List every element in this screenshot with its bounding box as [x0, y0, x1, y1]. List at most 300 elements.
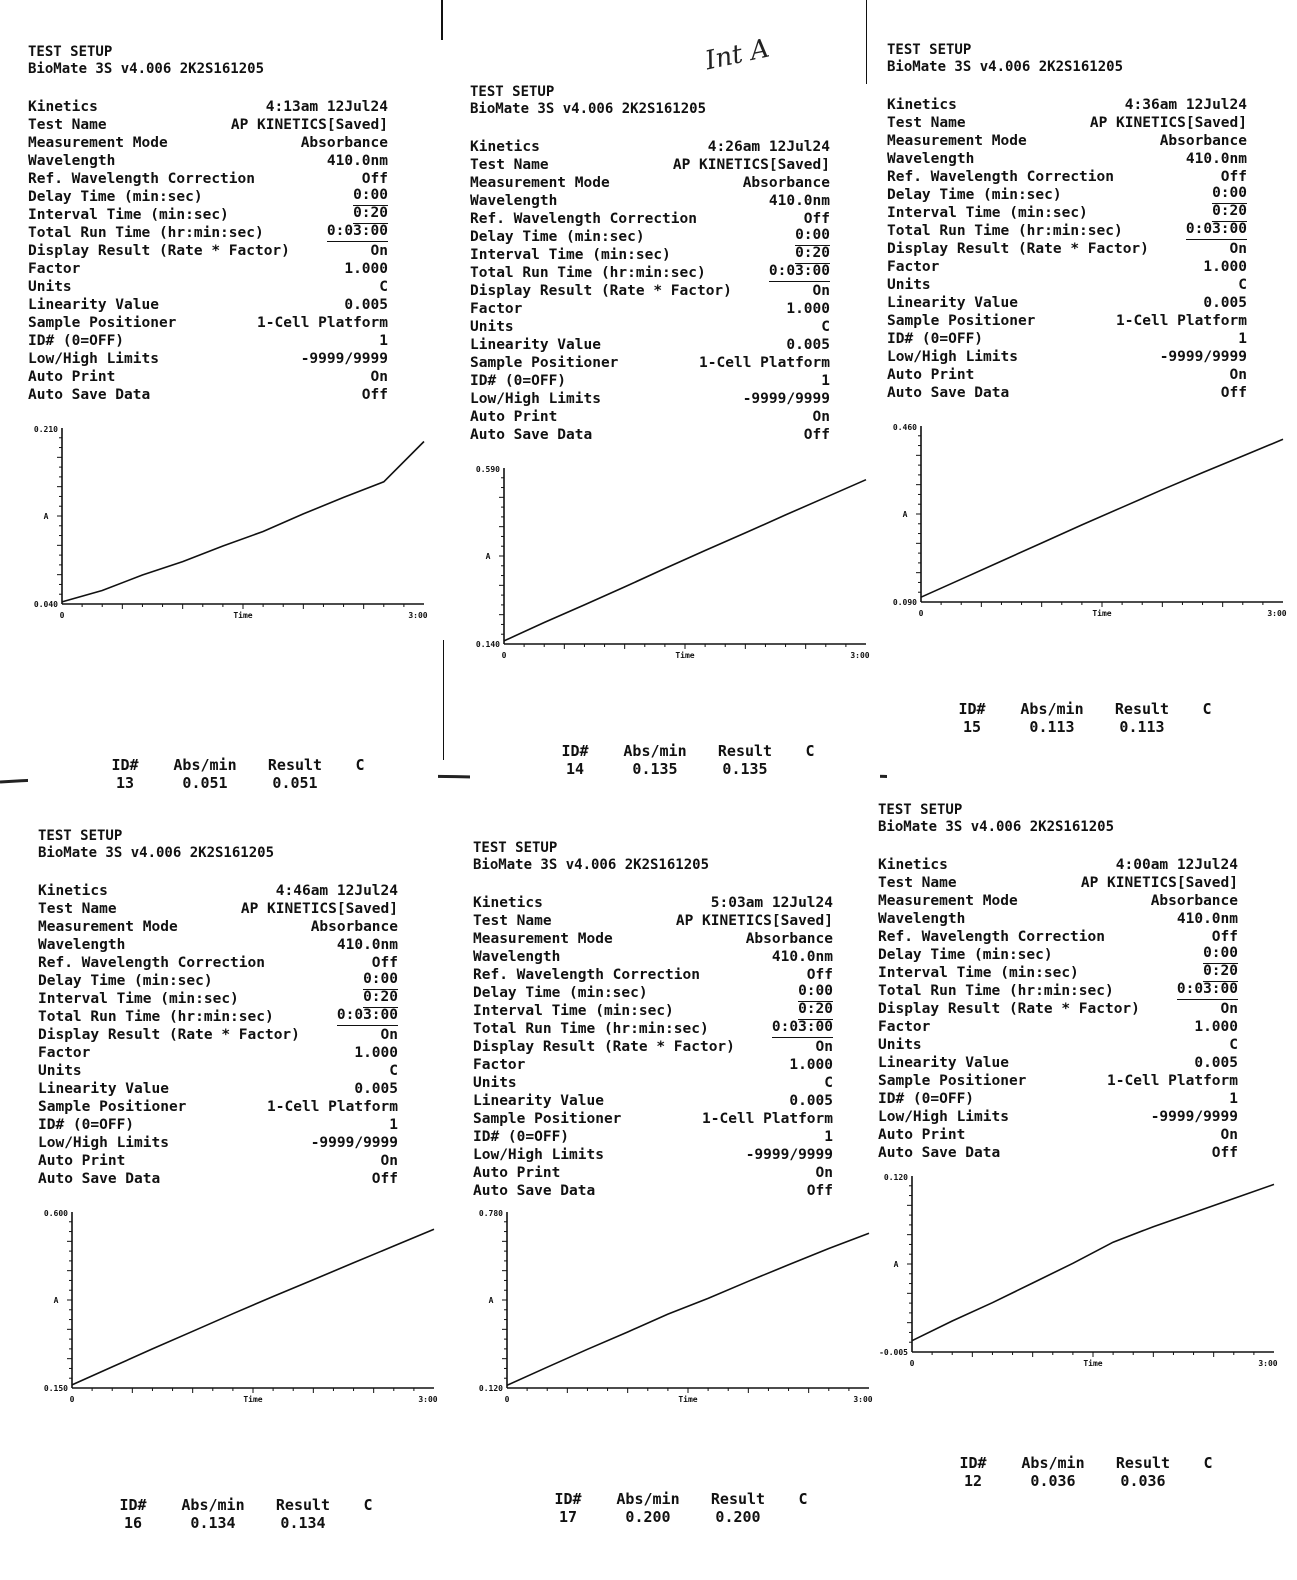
parameter-value: 1-Cell Platform	[1116, 313, 1247, 329]
parameter-label: Wavelength	[887, 151, 975, 167]
parameter-label: Test Name	[887, 115, 966, 131]
parameter-label: Measurement Mode	[38, 919, 178, 935]
parameter-value: Off	[803, 211, 830, 227]
x-tick-label-end: 3:00	[408, 611, 428, 620]
parameter-value: AP KINETICS[Saved]	[1089, 115, 1247, 131]
y-axis-label: A	[893, 1260, 899, 1269]
result-value-abs-per-min: 0.113	[1029, 718, 1075, 736]
y-tick-label-max: 0.460	[892, 423, 917, 432]
parameter-label: Display Result (Rate * Factor)	[473, 1039, 735, 1055]
parameter-value: 4:00am 12Jul24	[1115, 857, 1238, 873]
parameter-value: 0:00	[1203, 946, 1238, 964]
parameter-value: 0:20	[1203, 964, 1238, 982]
parameter-label: Interval Time (min:sec)	[887, 205, 1088, 221]
parameter-label: ID# (0=OFF)	[878, 1091, 975, 1107]
parameter-value: Absorbance	[1150, 893, 1238, 909]
y-axis-label: A	[488, 1296, 494, 1305]
parameter-row	[887, 132, 1247, 150]
parameter-value: -9999/9999	[1150, 1109, 1238, 1125]
parameter-label: Linearity Value	[878, 1055, 1009, 1071]
parameter-row	[38, 1152, 398, 1170]
parameter-list	[887, 96, 1247, 402]
parameter-row	[878, 946, 1238, 964]
parameter-label: Display Result (Rate * Factor)	[28, 243, 290, 259]
parameter-value: 4:46am 12Jul24	[275, 883, 398, 899]
parameter-value: 410.0nm	[336, 937, 398, 953]
result-value-units	[1187, 718, 1227, 736]
parameter-label: Measurement Mode	[878, 893, 1018, 909]
parameter-value: AP KINETICS[Saved]	[672, 157, 830, 173]
parameter-label: Ref. Wavelength Correction	[878, 929, 1105, 945]
parameter-label: Wavelength	[28, 153, 116, 169]
parameter-value: On	[380, 1027, 398, 1043]
parameter-value: 410.0nm	[326, 153, 388, 169]
parameter-label: Auto Print	[28, 369, 116, 385]
printout-12	[878, 802, 1288, 1542]
result-block	[98, 1496, 388, 1532]
result-value-id: 17	[558, 1508, 578, 1526]
parameter-row	[38, 1098, 398, 1116]
parameter-value: 1	[821, 373, 830, 389]
parameter-label: Test Name	[470, 157, 549, 173]
parameter-label: ID# (0=OFF)	[887, 331, 984, 347]
parameter-label: Linearity Value	[470, 337, 601, 353]
parameter-value: -9999/9999	[310, 1135, 398, 1151]
result-value-id: 13	[115, 774, 135, 792]
parameter-label: Low/High Limits	[470, 391, 601, 407]
result-value-result: 0.036	[1120, 1472, 1166, 1490]
parameter-row	[28, 116, 388, 134]
paper-edge-line	[443, 640, 444, 760]
x-tick-label-start: 0	[909, 1359, 915, 1368]
parameter-row	[473, 1038, 833, 1056]
parameter-row	[470, 426, 830, 444]
parameter-value: 410.0nm	[771, 949, 833, 965]
instrument-version: BioMate 3S v4.006 2K2S161205	[473, 857, 710, 873]
parameter-row	[38, 1134, 398, 1152]
parameter-row	[878, 856, 1238, 874]
parameter-row	[470, 192, 830, 210]
parameter-label: Test Name	[28, 117, 107, 133]
parameter-label: Linearity Value	[473, 1093, 604, 1109]
result-header-units: C	[805, 742, 815, 760]
y-axis-label: A	[53, 1296, 59, 1305]
parameter-row	[887, 96, 1247, 114]
parameter-label: Measurement Mode	[887, 133, 1027, 149]
test-setup-title: TEST SETUP	[470, 84, 555, 100]
parameter-value: 1.000	[344, 261, 388, 277]
y-tick-label-min: 0.120	[478, 1384, 503, 1393]
parameter-value: 1-Cell Platform	[1107, 1073, 1238, 1089]
parameter-label: Auto Print	[470, 409, 558, 425]
parameter-value: Absorbance	[300, 135, 388, 151]
parameter-label: Auto Save Data	[28, 387, 151, 403]
result-value-abs-per-min: 0.036	[1030, 1472, 1076, 1490]
parameter-row	[887, 366, 1247, 384]
parameter-label: Sample Positioner	[470, 355, 619, 371]
y-tick-label-max: 0.120	[883, 1173, 908, 1182]
parameter-row	[470, 264, 830, 282]
parameter-row	[887, 150, 1247, 168]
parameter-value: 0.005	[789, 1093, 833, 1109]
parameter-label: Delay Time (min:sec)	[28, 189, 203, 205]
parameter-row	[887, 384, 1247, 402]
parameter-row	[878, 928, 1238, 946]
parameter-label: Ref. Wavelength Correction	[38, 955, 265, 971]
parameter-row	[28, 188, 388, 206]
parameter-row	[878, 982, 1238, 1000]
parameter-value: On	[812, 409, 830, 425]
parameter-value: On	[370, 243, 388, 259]
printout-header	[28, 44, 264, 78]
parameter-row	[470, 408, 830, 426]
result-value-abs-per-min: 0.051	[182, 774, 228, 792]
parameter-label: Low/High Limits	[878, 1109, 1009, 1125]
parameter-value: 0:00	[1212, 186, 1247, 204]
parameter-row	[473, 912, 833, 930]
parameter-label: Auto Print	[887, 367, 975, 383]
result-value-row	[540, 760, 830, 778]
result-header-result: Result	[717, 742, 773, 760]
parameter-row	[473, 1128, 833, 1146]
result-value-abs-per-min: 0.200	[625, 1508, 671, 1526]
parameter-value: Off	[803, 427, 830, 443]
parameter-row	[878, 964, 1238, 982]
parameter-label: Auto Print	[473, 1165, 561, 1181]
printout-header	[470, 84, 706, 118]
x-axis-label: Time	[243, 1395, 263, 1404]
parameter-value: -9999/9999	[300, 351, 388, 367]
parameter-list	[38, 882, 398, 1188]
parameter-row	[38, 918, 398, 936]
parameter-row	[28, 98, 388, 116]
parameter-label: Measurement Mode	[28, 135, 168, 151]
result-block	[540, 742, 830, 778]
parameter-label: Display Result (Rate * Factor)	[38, 1027, 300, 1043]
result-value-result: 0.134	[280, 1514, 326, 1532]
result-header-units: C	[1202, 700, 1212, 718]
parameter-row	[470, 246, 830, 264]
printout-14	[470, 84, 880, 824]
result-header-abs-per-min: Abs/min	[173, 756, 237, 774]
parameter-value: 0:00	[363, 972, 398, 990]
result-header-id: ID#	[554, 1490, 582, 1508]
result-value-id: 14	[565, 760, 585, 778]
parameter-label: Sample Positioner	[28, 315, 177, 331]
parameter-label: Linearity Value	[38, 1081, 169, 1097]
parameter-row	[878, 1144, 1238, 1162]
x-tick-label-start: 0	[69, 1395, 75, 1404]
result-header-units: C	[363, 1496, 373, 1514]
parameter-row	[38, 972, 398, 990]
parameter-row	[28, 242, 388, 260]
absorbance-chart	[878, 1164, 1278, 1374]
instrument-version: BioMate 3S v4.006 2K2S161205	[38, 845, 275, 861]
parameter-row	[878, 910, 1238, 928]
parameter-value: 0:00	[795, 228, 830, 246]
parameter-row	[470, 282, 830, 300]
parameter-value: Off	[806, 967, 833, 983]
parameter-label: Auto Save Data	[470, 427, 593, 443]
parameter-label: Auto Save Data	[887, 385, 1010, 401]
parameter-row	[38, 1044, 398, 1062]
printout-15	[887, 42, 1297, 782]
parameter-row	[38, 1062, 398, 1080]
parameter-value: 0:03:00	[1186, 222, 1247, 240]
parameter-row	[878, 874, 1238, 892]
parameter-label: Interval Time (min:sec)	[878, 965, 1079, 981]
parameter-row	[878, 1018, 1238, 1036]
parameter-value: C	[379, 279, 388, 295]
parameter-label: Display Result (Rate * Factor)	[470, 283, 732, 299]
parameter-value: 1	[1229, 1091, 1238, 1107]
result-header-abs-per-min: Abs/min	[1021, 1454, 1085, 1472]
parameter-row	[38, 900, 398, 918]
parameter-row	[887, 312, 1247, 330]
parameter-value: 1-Cell Platform	[702, 1111, 833, 1127]
parameter-label: Kinetics	[38, 883, 108, 899]
parameter-row	[473, 1056, 833, 1074]
parameter-row	[470, 318, 830, 336]
parameter-value: 4:36am 12Jul24	[1124, 97, 1247, 113]
test-setup-title: TEST SETUP	[28, 44, 113, 60]
parameter-row	[878, 892, 1238, 910]
x-tick-label-end: 3:00	[418, 1395, 438, 1404]
parameter-row	[28, 296, 388, 314]
result-value-row	[533, 1508, 823, 1526]
parameter-label: Total Run Time (hr:min:sec)	[887, 223, 1123, 239]
parameter-list	[28, 98, 388, 404]
parameter-value: 0:03:00	[327, 224, 388, 242]
parameter-value: On	[1220, 1001, 1238, 1017]
parameter-value: 0.005	[344, 297, 388, 313]
parameter-value: 1.000	[354, 1045, 398, 1061]
absorbance-series-line	[507, 1233, 869, 1385]
result-value-units	[348, 1514, 388, 1532]
result-header-id: ID#	[958, 700, 986, 718]
parameter-value: AP KINETICS[Saved]	[230, 117, 388, 133]
result-header-result: Result	[275, 1496, 331, 1514]
absorbance-series-line	[62, 442, 424, 602]
test-setup-title: TEST SETUP	[887, 42, 972, 58]
parameter-label: Test Name	[878, 875, 957, 891]
parameter-label: Measurement Mode	[473, 931, 613, 947]
parameter-label: Auto Print	[878, 1127, 966, 1143]
printout-13	[28, 44, 438, 792]
parameter-list	[878, 856, 1238, 1162]
parameter-row	[887, 294, 1247, 312]
parameter-label: Ref. Wavelength Correction	[28, 171, 255, 187]
parameter-label: Display Result (Rate * Factor)	[878, 1001, 1140, 1017]
parameter-label: Units	[473, 1075, 517, 1091]
paper-edge-line	[441, 0, 443, 40]
parameter-row	[38, 1008, 398, 1026]
absorbance-chart	[887, 414, 1287, 624]
test-setup-title: TEST SETUP	[38, 828, 123, 844]
parameter-row	[470, 300, 830, 318]
result-value-result: 0.200	[715, 1508, 761, 1526]
parameter-value: 410.0nm	[1176, 911, 1238, 927]
printout-header	[887, 42, 1123, 76]
parameter-value: On	[815, 1039, 833, 1055]
result-header-units: C	[355, 756, 365, 774]
instrument-version: BioMate 3S v4.006 2K2S161205	[470, 101, 707, 117]
x-tick-label-start: 0	[501, 651, 507, 660]
parameter-row	[473, 894, 833, 912]
parameter-value: 1-Cell Platform	[257, 315, 388, 331]
result-value-id: 15	[962, 718, 982, 736]
parameter-value: Off	[371, 955, 398, 971]
parameter-label: Auto Save Data	[878, 1145, 1001, 1161]
x-tick-label-start: 0	[918, 609, 924, 618]
result-value-id: 12	[963, 1472, 983, 1490]
parameter-value: Off	[371, 1171, 398, 1187]
parameter-value: 410.0nm	[1185, 151, 1247, 167]
parameter-label: Units	[887, 277, 931, 293]
parameter-label: Interval Time (min:sec)	[28, 207, 229, 223]
instrument-version: BioMate 3S v4.006 2K2S161205	[887, 59, 1124, 75]
parameter-label: Total Run Time (hr:min:sec)	[470, 265, 706, 281]
parameter-row	[470, 354, 830, 372]
parameter-row	[470, 372, 830, 390]
parameter-value: 1-Cell Platform	[267, 1099, 398, 1115]
parameter-value: 5:03am 12Jul24	[710, 895, 833, 911]
result-value-units	[790, 760, 830, 778]
parameter-row	[473, 1092, 833, 1110]
parameter-row	[878, 1036, 1238, 1054]
parameter-label: Wavelength	[38, 937, 126, 953]
absorbance-series-line	[504, 480, 866, 641]
parameter-value: -9999/9999	[742, 391, 830, 407]
parameter-row	[28, 350, 388, 368]
result-value-row	[938, 1472, 1228, 1490]
parameter-label: Wavelength	[473, 949, 561, 965]
parameter-label: Delay Time (min:sec)	[887, 187, 1062, 203]
parameter-label: Low/High Limits	[38, 1135, 169, 1151]
parameter-label: Low/High Limits	[473, 1147, 604, 1163]
result-block	[938, 1454, 1228, 1490]
parameter-label: Test Name	[38, 901, 117, 917]
parameter-value: 0.005	[1203, 295, 1247, 311]
result-header-row	[938, 1454, 1228, 1472]
parameter-value: 1.000	[786, 301, 830, 317]
parameter-label: Kinetics	[28, 99, 98, 115]
parameter-value: On	[1229, 367, 1247, 383]
parameter-value: -9999/9999	[1159, 349, 1247, 365]
parameter-label: Kinetics	[878, 857, 948, 873]
parameter-value: -9999/9999	[745, 1147, 833, 1163]
parameter-value: On	[1220, 1127, 1238, 1143]
result-header-abs-per-min: Abs/min	[616, 1490, 680, 1508]
x-tick-label-end: 3:00	[853, 1395, 873, 1404]
result-header-id: ID#	[561, 742, 589, 760]
result-header-abs-per-min: Abs/min	[181, 1496, 245, 1514]
parameter-row	[470, 156, 830, 174]
parameter-value: Absorbance	[742, 175, 830, 191]
parameter-value: Off	[806, 1183, 833, 1199]
result-block	[90, 756, 380, 792]
parameter-label: ID# (0=OFF)	[28, 333, 125, 349]
parameter-value: 0:20	[353, 206, 388, 224]
x-axis-label: Time	[233, 611, 253, 620]
parameter-value: Off	[1211, 929, 1238, 945]
instrument-version: BioMate 3S v4.006 2K2S161205	[28, 61, 265, 77]
parameter-value: AP KINETICS[Saved]	[675, 913, 833, 929]
absorbance-chart	[470, 456, 870, 666]
result-block	[937, 700, 1227, 736]
result-header-result: Result	[710, 1490, 766, 1508]
result-header-row	[533, 1490, 823, 1508]
parameter-label: Sample Positioner	[887, 313, 1036, 329]
handwritten-note: Int A	[702, 33, 772, 77]
result-header-units: C	[798, 1490, 808, 1508]
parameter-row	[887, 258, 1247, 276]
parameter-label: Ref. Wavelength Correction	[473, 967, 700, 983]
parameter-row	[887, 276, 1247, 294]
parameter-value: Absorbance	[745, 931, 833, 947]
parameter-value: 0:20	[1212, 204, 1247, 222]
parameter-label: Interval Time (min:sec)	[38, 991, 239, 1007]
parameter-row	[470, 228, 830, 246]
result-value-abs-per-min: 0.135	[632, 760, 678, 778]
parameter-value: 0:20	[798, 1002, 833, 1020]
y-tick-label-max: 0.600	[43, 1209, 68, 1218]
parameter-row	[38, 1080, 398, 1098]
printout-header	[38, 828, 274, 862]
parameter-row	[38, 1116, 398, 1134]
x-axis-label: Time	[1083, 1359, 1103, 1368]
result-header-row	[98, 1496, 388, 1514]
parameter-row	[878, 1000, 1238, 1018]
result-value-id: 16	[123, 1514, 143, 1532]
x-axis-label: Time	[675, 651, 695, 660]
parameter-value: 0:20	[795, 246, 830, 264]
result-header-row	[540, 742, 830, 760]
result-header-id: ID#	[111, 756, 139, 774]
parameter-row	[28, 278, 388, 296]
parameter-value: 1	[379, 333, 388, 349]
parameter-row	[38, 1026, 398, 1044]
absorbance-series-line	[921, 439, 1283, 597]
parameter-row	[470, 138, 830, 156]
parameter-label: Sample Positioner	[878, 1073, 1027, 1089]
parameter-value: 0:00	[353, 188, 388, 206]
parameter-row	[473, 1020, 833, 1038]
parameter-row	[473, 1164, 833, 1182]
printout-header	[878, 802, 1114, 836]
parameter-value: Off	[1220, 385, 1247, 401]
parameter-row	[38, 1170, 398, 1188]
parameter-row	[28, 152, 388, 170]
parameter-value: AP KINETICS[Saved]	[1080, 875, 1238, 891]
parameter-value: On	[380, 1153, 398, 1169]
parameter-value: 410.0nm	[768, 193, 830, 209]
result-value-row	[937, 718, 1227, 736]
x-axis-label: Time	[678, 1395, 698, 1404]
parameter-list	[473, 894, 833, 1200]
result-value-row	[90, 774, 380, 792]
parameter-row	[470, 174, 830, 192]
parameter-row	[28, 206, 388, 224]
parameter-label: Display Result (Rate * Factor)	[887, 241, 1149, 257]
result-header-units: C	[1203, 1454, 1213, 1472]
absorbance-series-line	[72, 1229, 434, 1385]
parameter-row	[28, 170, 388, 188]
parameter-value: C	[821, 319, 830, 335]
parameter-value: Off	[361, 387, 388, 403]
parameter-label: ID# (0=OFF)	[470, 373, 567, 389]
parameter-value: Off	[361, 171, 388, 187]
